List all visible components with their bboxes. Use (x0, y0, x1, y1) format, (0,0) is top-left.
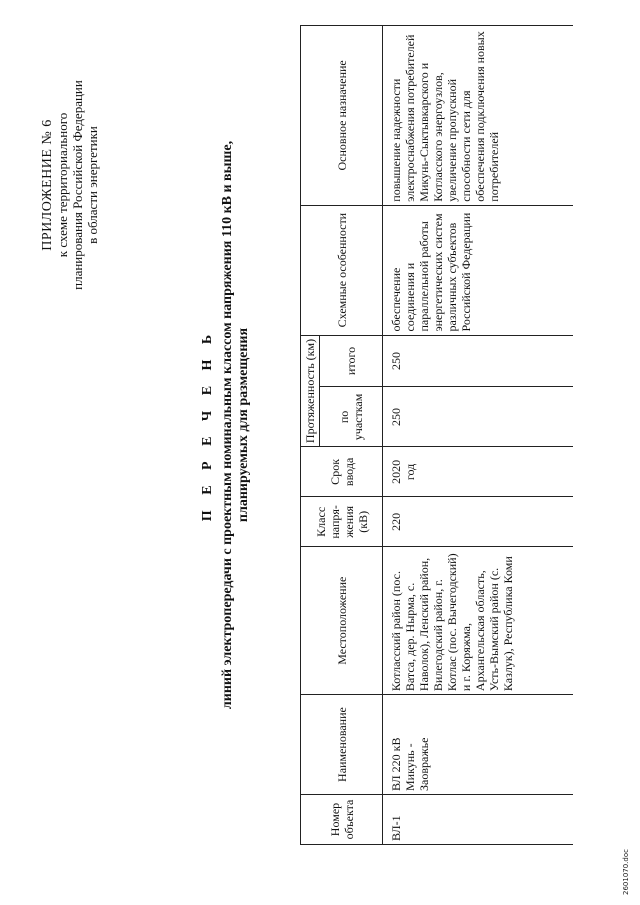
cell-voltage: 220 (383, 497, 574, 547)
header-features: Схемные особенности (301, 205, 383, 335)
cell-number: ВЛ-1 (383, 795, 574, 845)
header-location: Местоположение (301, 547, 383, 695)
appendix-title: ПРИЛОЖЕНИЕ № 6 (40, 119, 55, 251)
cell-features: обеспечение соединения и параллельной работы энергетических систем различных субъектов Российской Федерации (383, 205, 574, 335)
heading-title: П Е Р Е Ч Е Н Ь (200, 328, 215, 522)
heading-line-2: планируемых для размещения (236, 327, 251, 523)
header-term: Срок ввода (301, 447, 383, 497)
appendix-line-3: в области энергетики (85, 126, 100, 244)
appendix-line-1: к схеме территориального (55, 112, 70, 258)
header-purpose: Основное назначение (301, 26, 383, 206)
cell-location: Котласский район (пос. Ватса, дер. Нырма, с. Наволок), Ленский район, Вилегодский район, г. Котлас (пос. Вычегодский) и г. Коряжма, Архангельская область, Усть-Вымский район (с. Казлук), Республика Коми (383, 547, 574, 695)
cell-purpose: повышение надежности электроснабжения потребителей Микунь-Сыктывкарского и Котласского энергоузлов, увеличение пропускной способности сети для обеспечения подключения новых потребителей (383, 26, 574, 206)
heading-line-1: линий электропередачи с проектным номинальным классом напряжения 110 кВ и выше, (220, 140, 235, 710)
header-name: Наименование (301, 695, 383, 795)
appendix-block (40, 65, 100, 305)
header-length-sections: по участкам (320, 387, 383, 447)
header-length-group: Протяженность (км) (301, 335, 320, 447)
document-id: 2601070.doc (622, 849, 630, 895)
cell-length-sections: 250 (383, 387, 574, 447)
cell-term: 2020 год (383, 447, 574, 497)
table-row (383, 26, 574, 845)
appendix-line-2: планирования Российской Федерации (70, 80, 85, 290)
header-number: Номер объекта (301, 795, 383, 845)
header-voltage: Класс напря-жения (кВ) (301, 497, 383, 547)
document-heading (200, 45, 252, 805)
cell-length-total: 250 (383, 335, 574, 387)
header-length-total: итого (320, 335, 383, 387)
power-lines-table (300, 25, 573, 845)
cell-name: ВЛ 220 кВ Микунь - Заовражье (383, 695, 574, 795)
